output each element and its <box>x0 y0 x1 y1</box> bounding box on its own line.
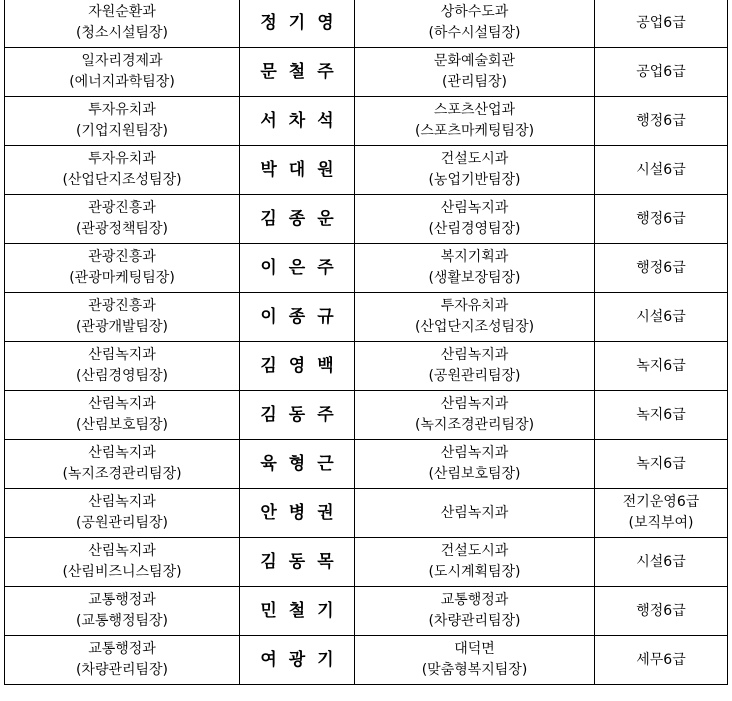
new-position-cell <box>355 538 595 587</box>
new-team: (공원관리팀장) <box>428 368 521 384</box>
employee-name: 문철주 <box>240 48 355 97</box>
new-team: (녹지조경관리팀장) <box>414 417 535 433</box>
grade-cell <box>595 293 728 342</box>
new-department: 산림녹지과 <box>440 396 509 412</box>
employee-name: 김동목 <box>240 538 355 587</box>
previous-team: (공원관리팀장) <box>75 515 169 531</box>
previous-team: (산림경영팀장) <box>75 368 169 384</box>
new-position-cell <box>355 0 595 48</box>
grade: 시설6급 <box>636 161 686 178</box>
new-position-cell <box>355 391 595 440</box>
grade: 녹지6급 <box>636 357 686 374</box>
grade-cell <box>595 48 728 97</box>
previous-team: (관광개발팀장) <box>75 319 169 335</box>
employee-name: 이은주 <box>240 244 355 293</box>
new-position-cell <box>355 146 595 195</box>
new-position-cell <box>355 636 595 685</box>
table-row <box>5 391 728 440</box>
table-row <box>5 342 728 391</box>
previous-department: 투자유치과 <box>88 102 156 118</box>
previous-team: (청소시설팀장) <box>75 25 169 41</box>
table-row <box>5 489 728 538</box>
previous-department: 산림녹지과 <box>88 347 156 363</box>
new-department: 투자유치과 <box>440 298 509 314</box>
grade: 공업6급 <box>636 14 686 31</box>
previous-department: 산림녹지과 <box>88 494 156 510</box>
previous-team: (기업지원팀장) <box>75 123 169 139</box>
grade-cell <box>595 636 728 685</box>
personnel-table-body <box>5 0 728 685</box>
new-position-cell <box>355 342 595 391</box>
table-row <box>5 146 728 195</box>
grade: 행정6급 <box>636 210 686 227</box>
table-row <box>5 293 728 342</box>
grade-cell <box>595 97 728 146</box>
previous-team: (관광마케팅팀장) <box>69 270 175 286</box>
employee-name: 김종운 <box>240 195 355 244</box>
new-team: (관리팀장) <box>441 74 508 90</box>
new-department: 산림녹지과 <box>440 347 509 363</box>
new-position-cell <box>355 489 595 538</box>
grade: 행정6급 <box>636 112 686 129</box>
grade-cell <box>595 538 728 587</box>
grade-note: (보직부여) <box>628 515 694 531</box>
new-team: (하수시설팀장) <box>428 25 521 41</box>
previous-department: 관광진흥과 <box>88 200 156 216</box>
new-team: (스포츠마케팅팀장) <box>414 123 535 139</box>
table-row <box>5 48 728 97</box>
new-team: (생활보장팀장) <box>428 270 521 286</box>
grade-cell <box>595 489 728 538</box>
previous-position-cell <box>5 342 240 391</box>
new-position-cell <box>355 244 595 293</box>
previous-position-cell <box>5 489 240 538</box>
new-department: 산림녹지과 <box>440 504 509 521</box>
grade-cell <box>595 0 728 48</box>
grade: 세무6급 <box>636 651 686 668</box>
previous-department: 투자유치과 <box>88 151 156 167</box>
new-department: 산림녹지과 <box>440 445 509 461</box>
new-position-cell <box>355 48 595 97</box>
previous-position-cell <box>5 538 240 587</box>
employee-name: 이종규 <box>240 293 355 342</box>
previous-department: 교통행정과 <box>88 641 156 657</box>
grade-cell <box>595 146 728 195</box>
previous-department: 일자리경제과 <box>81 53 163 69</box>
new-department: 대덕면 <box>454 641 495 657</box>
employee-name: 안병권 <box>240 489 355 538</box>
employee-name: 정기영 <box>240 0 355 48</box>
new-department: 복지기획과 <box>440 249 509 265</box>
grade-cell <box>595 587 728 636</box>
table-row <box>5 0 728 48</box>
previous-team: (에너지과학팀장) <box>69 74 175 90</box>
previous-department: 교통행정과 <box>88 592 156 608</box>
table-row <box>5 97 728 146</box>
previous-position-cell <box>5 391 240 440</box>
previous-department: 관광진흥과 <box>88 298 156 314</box>
employee-name: 김영백 <box>240 342 355 391</box>
grade: 녹지6급 <box>636 455 686 472</box>
previous-position-cell <box>5 244 240 293</box>
previous-team: (산림보호팀장) <box>75 417 169 433</box>
previous-department: 관광진흥과 <box>88 249 156 265</box>
new-department: 교통행정과 <box>440 592 509 608</box>
new-department: 건설도시과 <box>440 151 509 167</box>
employee-name: 육형근 <box>240 440 355 489</box>
new-position-cell <box>355 587 595 636</box>
grade: 녹지6급 <box>636 406 686 423</box>
grade: 공업6급 <box>636 63 686 80</box>
new-team: (산업단지조성팀장) <box>414 319 535 335</box>
previous-position-cell <box>5 97 240 146</box>
new-position-cell <box>355 97 595 146</box>
previous-position-cell <box>5 587 240 636</box>
new-team: (도시계획팀장) <box>428 564 521 580</box>
employee-name: 여광기 <box>240 636 355 685</box>
new-department: 문화예술회관 <box>433 53 516 69</box>
previous-position-cell <box>5 636 240 685</box>
new-department: 산림녹지과 <box>440 200 509 216</box>
grade-cell <box>595 195 728 244</box>
previous-position-cell <box>5 0 240 48</box>
employee-name: 김동주 <box>240 391 355 440</box>
previous-department: 산림녹지과 <box>88 543 156 559</box>
new-department: 상하수도과 <box>440 4 509 20</box>
previous-team: (교통행정팀장) <box>75 613 169 629</box>
employee-name: 박대원 <box>240 146 355 195</box>
previous-department: 산림녹지과 <box>88 445 156 461</box>
employee-name: 서차석 <box>240 97 355 146</box>
new-position-cell <box>355 293 595 342</box>
grade-cell <box>595 244 728 293</box>
new-team: (맞춤형복지팀장) <box>421 662 528 678</box>
previous-department: 자원순환과 <box>88 4 156 20</box>
grade-cell <box>595 440 728 489</box>
previous-position-cell <box>5 440 240 489</box>
grade-cell <box>595 342 728 391</box>
previous-team: (산림비즈니스팀장) <box>62 564 182 580</box>
previous-position-cell <box>5 195 240 244</box>
new-position-cell <box>355 440 595 489</box>
new-department: 스포츠산업과 <box>433 102 516 118</box>
grade: 전기운영6급 <box>622 494 700 510</box>
new-team: (산림경영팀장) <box>428 221 521 237</box>
previous-position-cell <box>5 48 240 97</box>
new-team: (산림보호팀장) <box>428 466 521 482</box>
table-row <box>5 244 728 293</box>
new-department: 건설도시과 <box>440 543 509 559</box>
new-position-cell <box>355 195 595 244</box>
personnel-table <box>4 0 728 685</box>
employee-name: 민철기 <box>240 587 355 636</box>
previous-team: (산업단지조성팀장) <box>62 172 182 188</box>
new-team: (차량관리팀장) <box>428 613 521 629</box>
table-row <box>5 440 728 489</box>
grade: 행정6급 <box>636 259 686 276</box>
previous-team: (차량관리팀장) <box>75 662 169 678</box>
grade: 행정6급 <box>636 602 686 619</box>
table-row <box>5 636 728 685</box>
previous-position-cell <box>5 146 240 195</box>
new-team: (농업기반팀장) <box>428 172 521 188</box>
previous-position-cell <box>5 293 240 342</box>
previous-team: (관광정책팀장) <box>75 221 169 237</box>
previous-department: 산림녹지과 <box>88 396 156 412</box>
previous-team: (녹지조경관리팀장) <box>62 466 182 482</box>
grade: 시설6급 <box>636 308 686 325</box>
grade-cell <box>595 391 728 440</box>
table-row <box>5 587 728 636</box>
table-row <box>5 195 728 244</box>
grade: 시설6급 <box>636 553 686 570</box>
table-row <box>5 538 728 587</box>
